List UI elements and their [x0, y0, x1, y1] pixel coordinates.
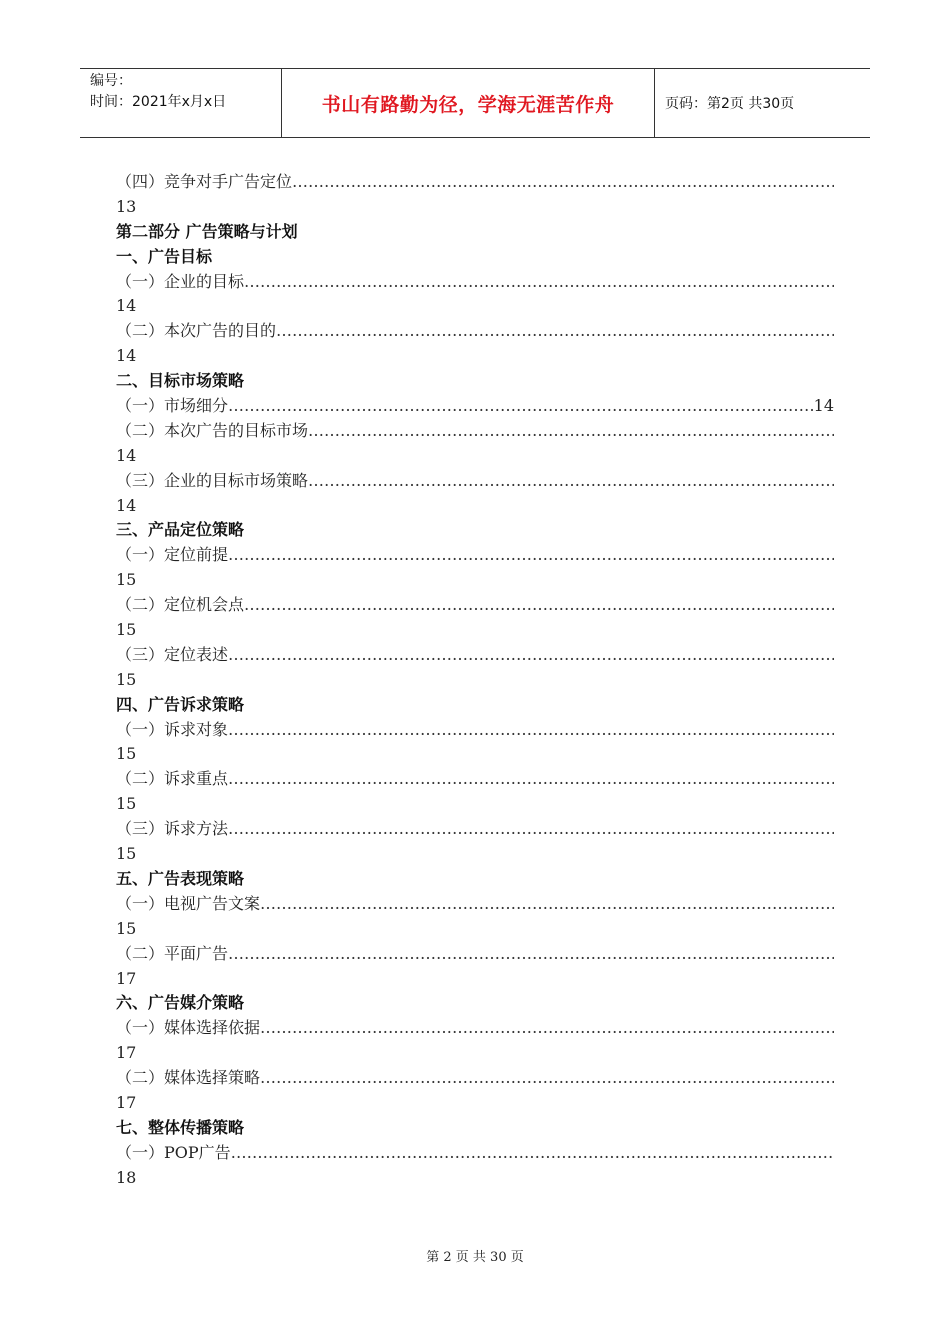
- toc-entry[interactable]: [116, 419, 834, 444]
- page-footer: 第 2 页 共 30 页: [426, 1250, 524, 1265]
- toc-dot-leader: [260, 1066, 834, 1091]
- toc-page-number: 14: [116, 495, 137, 515]
- toc-section-heading: 四、广告诉求策略: [116, 694, 245, 714]
- toc-entry-label: （二）定位机会点: [116, 595, 245, 615]
- header-meta: [80, 69, 282, 137]
- toc-page-number: 15: [116, 918, 137, 938]
- toc-entry[interactable]: [116, 170, 834, 195]
- toc-entry[interactable]: [116, 767, 834, 792]
- toc-dot-leader: [231, 1141, 834, 1166]
- table-of-contents: [116, 170, 834, 1191]
- toc-dot-leader: [228, 394, 814, 419]
- toc-entry-label: （一）企业的目标: [116, 271, 245, 291]
- toc-entry[interactable]: [116, 817, 834, 842]
- toc-page-number: 14: [116, 296, 137, 316]
- toc-page-number: 14: [116, 445, 137, 465]
- toc-dot-leader: [244, 270, 834, 295]
- toc-entry-label: （三）定位表述: [116, 644, 229, 664]
- toc-dot-leader: [244, 593, 834, 618]
- toc-entry[interactable]: [116, 394, 834, 419]
- toc-dot-leader: [228, 643, 834, 668]
- toc-page-number: 17: [116, 1092, 137, 1112]
- toc-page-number: 15: [116, 570, 137, 590]
- header-motto: 书山有路勤为径，学海无涯苦作舟: [282, 69, 655, 137]
- toc-page-number: 15: [116, 794, 137, 814]
- toc-entry-label: （二）媒体选择策略: [116, 1068, 261, 1088]
- toc-dot-leader: [260, 892, 834, 917]
- toc-page-number: 18: [116, 1167, 137, 1187]
- toc-entry-label: （二）诉求重点: [116, 769, 229, 789]
- toc-section-heading: 七、整体传播策略: [116, 1117, 245, 1137]
- toc-section-heading: 一、广告目标: [116, 246, 213, 266]
- toc-page-number: 15: [116, 744, 137, 764]
- header-page-info: 页码：第2页 共30页: [665, 96, 795, 112]
- toc-section-heading: 五、广告表现策略: [116, 868, 245, 888]
- toc-entry[interactable]: [116, 1066, 834, 1091]
- toc-entry[interactable]: [116, 892, 834, 917]
- toc-entry-label: （一）诉求对象: [116, 719, 229, 739]
- toc-page-number: 15: [116, 620, 137, 640]
- toc-entry-label: （一）电视广告文案: [116, 893, 261, 913]
- toc-page-number: 13: [116, 196, 137, 216]
- toc-entry[interactable]: [116, 543, 834, 568]
- toc-dot-leader: [276, 319, 834, 344]
- toc-entry[interactable]: [116, 643, 834, 668]
- toc-dot-leader: [260, 1016, 834, 1041]
- toc-entry[interactable]: [116, 319, 834, 344]
- toc-entry[interactable]: [116, 1141, 834, 1166]
- toc-dot-leader: [228, 718, 834, 743]
- toc-entry[interactable]: [116, 469, 834, 494]
- toc-entry-label: （一）媒体选择依据: [116, 1018, 261, 1038]
- toc-entry-label: （三）企业的目标市场策略: [116, 470, 309, 490]
- toc-entry-label: （一）POP广告: [116, 1142, 231, 1162]
- toc-page-number: 14: [813, 396, 834, 416]
- toc-dot-leader: [228, 543, 834, 568]
- toc-entry-label: （三）诉求方法: [116, 819, 229, 839]
- toc-entry[interactable]: [116, 270, 834, 295]
- toc-page-number: 15: [116, 844, 137, 864]
- toc-page-number: 15: [116, 669, 137, 689]
- toc-entry-label: （一）市场细分: [116, 396, 229, 416]
- toc-dot-leader: [292, 170, 834, 195]
- toc-section-heading: 六、广告媒介策略: [116, 993, 245, 1013]
- toc-page-number: 17: [116, 1043, 137, 1063]
- toc-section-heading: 第二部分 广告策略与计划: [116, 221, 298, 241]
- toc-dot-leader: [308, 419, 834, 444]
- toc-entry-label: （二）平面广告: [116, 943, 229, 963]
- page-header: [80, 68, 870, 138]
- toc-entry-label: （二）本次广告的目标市场: [116, 420, 309, 440]
- toc-entry-label: （一）定位前提: [116, 545, 229, 565]
- toc-entry[interactable]: [116, 718, 834, 743]
- toc-dot-leader: [228, 767, 834, 792]
- toc-entry[interactable]: [116, 1016, 834, 1041]
- toc-dot-leader: [228, 942, 834, 967]
- toc-dot-leader: [308, 469, 834, 494]
- toc-entry-label: （二）本次广告的目的: [116, 321, 277, 341]
- document-number-label: 编号：: [90, 73, 132, 89]
- toc-section-heading: 二、目标市场策略: [116, 371, 245, 391]
- document-date: 时间：2021年x月x日: [90, 94, 227, 110]
- toc-section-heading: 三、产品定位策略: [116, 520, 245, 540]
- toc-entry[interactable]: [116, 942, 834, 967]
- toc-entry-label: （四）竞争对手广告定位: [116, 172, 293, 191]
- toc-page-number: 14: [116, 346, 137, 366]
- toc-page-number: 17: [116, 968, 137, 988]
- toc-dot-leader: [228, 817, 834, 842]
- toc-entry[interactable]: [116, 593, 834, 618]
